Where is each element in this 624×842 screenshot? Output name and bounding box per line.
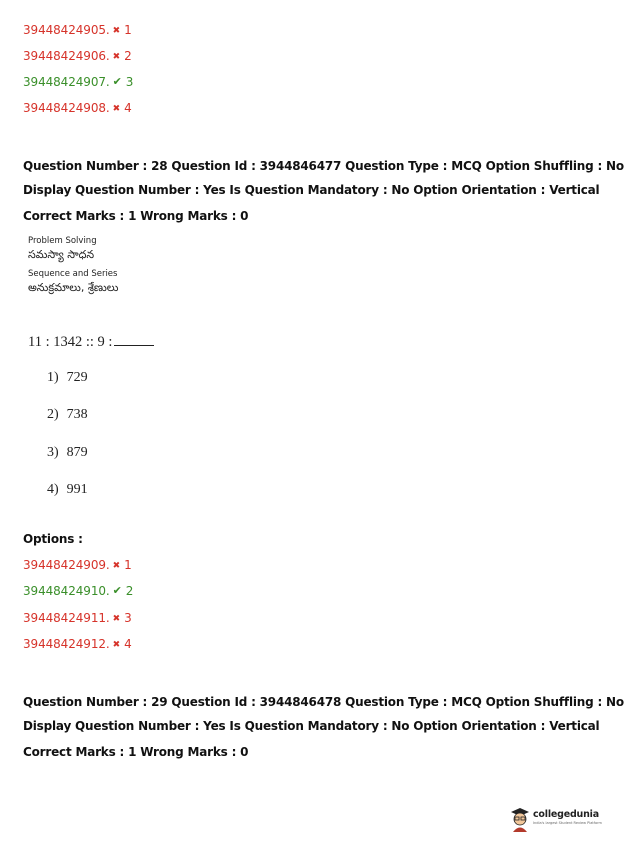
- option-id: 39448424907.: [23, 75, 110, 89]
- topic-label-telugu: సమస్యా సాధన: [28, 248, 95, 261]
- question-header-line: Question Number : 29 Question Id : 3944846478 Question Type : MCQ Option Shuffling : No: [23, 695, 624, 709]
- option-number: 2: [125, 584, 134, 598]
- question-marks-line: Correct Marks : 1 Wrong Marks : 0: [23, 745, 249, 759]
- cross-icon: ✖: [112, 640, 121, 650]
- choice-label: 3): [47, 445, 59, 460]
- choice-value: 991: [66, 482, 88, 497]
- option-id: 39448424909.: [23, 558, 110, 572]
- option-row: [23, 101, 132, 115]
- logo-name: collegedunia: [533, 809, 599, 820]
- question-header-line: Display Question Number : Yes Is Question Mandatory : No Option Orientation : Vertical: [23, 719, 600, 733]
- cross-icon: ✖: [112, 26, 121, 36]
- option-id: 39448424906.: [23, 49, 110, 63]
- topic-label: Problem Solving: [28, 236, 97, 246]
- option-number: 4: [124, 637, 132, 651]
- options-heading: Options :: [23, 532, 83, 546]
- cross-icon: ✖: [112, 104, 121, 114]
- collegedunia-logo: [509, 806, 602, 834]
- choice-value: 879: [66, 445, 88, 460]
- option-number: 1: [124, 23, 132, 37]
- cross-icon: ✖: [112, 52, 121, 62]
- mascot-icon: [509, 806, 531, 832]
- option-row: [23, 584, 133, 598]
- choice-label: 4): [47, 482, 59, 497]
- question-text: [28, 333, 154, 351]
- answer-choice: [47, 370, 88, 386]
- topic-label: Sequence and Series: [28, 269, 118, 279]
- question-header-line: Question Number : 28 Question Id : 3944846477 Question Type : MCQ Option Shuffling : No: [23, 159, 624, 173]
- option-row: [23, 49, 132, 63]
- option-number: 3: [124, 611, 132, 625]
- question-marks-line: Correct Marks : 1 Wrong Marks : 0: [23, 209, 249, 223]
- cross-icon: ✖: [112, 614, 121, 624]
- choice-value: 738: [66, 407, 88, 422]
- option-row: [23, 75, 133, 89]
- choice-label: 2): [47, 407, 59, 422]
- option-id: 39448424908.: [23, 101, 110, 115]
- option-number: 2: [124, 49, 132, 63]
- option-id: 39448424912.: [23, 637, 110, 651]
- option-number: 4: [124, 101, 132, 115]
- check-icon: ✔: [112, 584, 122, 597]
- option-row: [23, 558, 132, 572]
- cross-icon: ✖: [112, 561, 121, 571]
- question-statement: 11 : 1342 :: 9 :: [28, 334, 113, 350]
- check-icon: ✔: [112, 75, 122, 88]
- option-number: 3: [125, 75, 134, 89]
- choice-value: 729: [66, 370, 88, 385]
- answer-choice: [47, 445, 88, 461]
- option-row: [23, 637, 132, 651]
- option-id: 39448424911.: [23, 611, 110, 625]
- logo-tagline: India's largest Student Review Platform: [533, 821, 602, 825]
- choice-label: 1): [47, 370, 59, 385]
- topic-label-telugu: అనుక్రమాలు, శ్రేణులు: [28, 281, 119, 294]
- answer-choice: [47, 482, 88, 498]
- answer-blank: [114, 333, 154, 346]
- option-id: 39448424905.: [23, 23, 110, 37]
- option-row: [23, 23, 132, 37]
- answer-choice: [47, 407, 88, 423]
- question-header-line: Display Question Number : Yes Is Question Mandatory : No Option Orientation : Vertical: [23, 183, 600, 197]
- option-row: [23, 611, 132, 625]
- option-number: 1: [124, 558, 132, 572]
- option-id: 39448424910.: [23, 584, 110, 598]
